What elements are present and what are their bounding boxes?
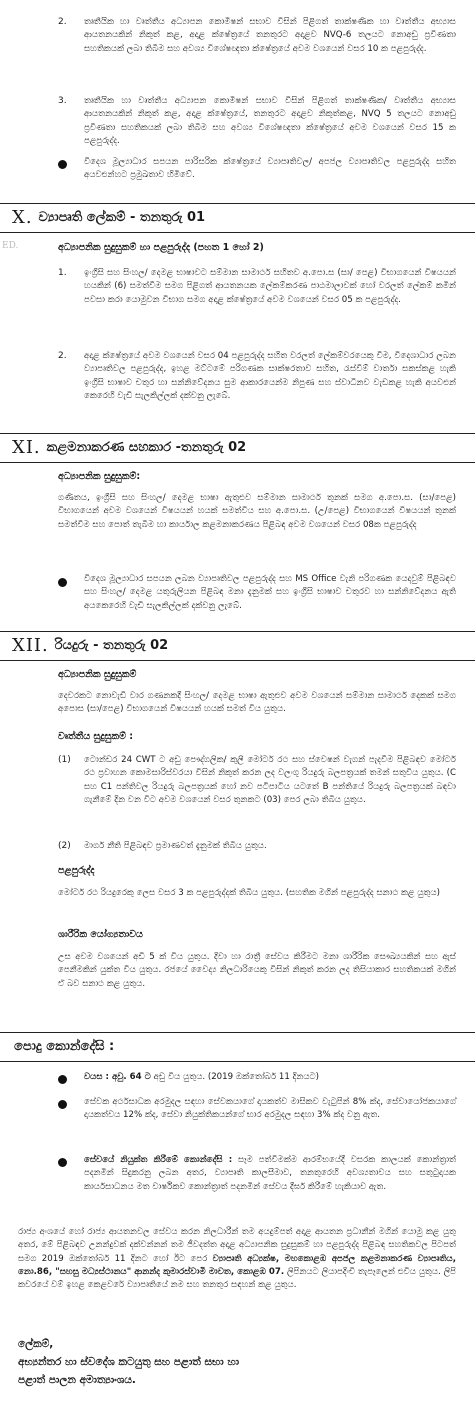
general-item [84,1154,456,1194]
item-text: මාර්ග නීති පිළිබඳව ප්‍රමාණවත් දැනුමක් තිබිය යුතුය. [84,841,267,851]
section-paragraph: ගණිතය, ඉංග්‍රීසි සහ සිංහල/ දෙමළ භාෂා ඇතුළුව සම්මාන සාමාර්ථ තුනක් සමග අ.පො.ස. (සා/පෙළ) විභාගයෙන් අවම වශයෙන් විෂයයන් හයක් සමත්විය සහ අ.පො.ස. (උ/පෙළ) විභාගයෙන් විෂයයන් තුනක් සමත්වීම සහ පොත් තැබීම හා කාර්යාල කළමනාකරණය පිළිබඳ අවම වශයෙන් වසර 08ක පළපුරුද්ද [58,493,456,530]
item-text: තෘතීයික හා වෘත්තීය අධ්‍යාපන කොමිෂන් සභාව විසින් පිළිගත් තාක්ෂණික/ වෘත්තීය අභ්‍යාස ආයතනයකින් නිකුත් කළ, අදාළ ක්ෂේත්‍රයේ, තනතුරට අදාළව නිකුත්කළ, NVQ 5 තලයට නොඅඩු ප්‍රවීණතා සහතිකයක් ලබා තිබීම සහ අවශ්‍ය විශේෂඥතා ක්ෂේත්‍රයේ අවම වශයෙන් වසර 15 ක පළපුරුද්ද. [84,96,456,146]
signature-title: ලේකම්, [18,1338,54,1350]
item-number: 2. [58,17,67,27]
general-conditions-header: පොදු කොන්දේසි : [0,1032,475,1062]
general-item-text: අඩු විය යුතුය. (2019 ඔක්තෝබර් 11 දිනයට) [150,1072,320,1082]
item-number: (2) [58,841,71,851]
closing-paragraph [18,1226,456,1293]
section-title: ව්‍යාපෘති ලේකම් - තනතුරු 01 [38,209,206,225]
closing-address: ව්‍යාපෘති අධ්‍යක්ෂ, මහකොළඹ අපජල කළමනාකරණ ව්‍යාපෘතිය, නො.86, "සහසු මධ්‍යස්ථානය" ආනන්ද කුමාරස්වාමි මාවත, කොළඹ 07. [18,1253,456,1277]
item-text: තෘතීයික හා වෘත්තීය අධ්‍යාපන කොමිෂන් සභාව විසින් පිළිගත් තාක්ෂණික හා වෘත්තීය අභ්‍යාස ආයතනයකින් නිකුත් කළ, අදාළ ක්ෂේත්‍රයේ තනතුරට අදාළව NVQ-6 තලයට නොඅඩු ප්‍රවීණතා සහතිකයක් ලබා තිබීම සහ අවශ්‍ය විශේෂඥතා ක්ෂේත්‍රයේ අවම වශයෙන් වසර 10 ක පළපුරුද්ද. [84,17,456,54]
section-header-xi [0,433,475,463]
item-text: විදෙශ මූල්‍යාධාර සපයන ලබන ව්‍යාපෘතිවල පළපුරුද්ද සහ MS Office වැනි පරිගණක යෙදවුම් පිළිබඳව සහ සිංහල/ දෙමළ යතුරුලියන පිළිබඳ මනා දැනුමක් සහ ඉංග්‍රීසි භාෂාව චතුරව හා සන්නිවේදනය ඇති අයකෙරෙහි වැඩි සැලකිල්ලක් දක්වනු ලැබේ. [84,574,456,611]
bullet-icon [58,1158,67,1167]
section-title: රියදුරු - තනතුරු 02 [54,637,169,653]
item-number: (1) [58,755,71,765]
item-number: 2. [58,351,67,361]
section-paragraph: දෙවරකට නොවැඩි වාර ගණනකදී සිංහල/ දෙමළ භාෂා ඇතුළුව අවම වශයෙන් සම්මාන සාමාර්ථ දෙකක් සමග අපොස (සා/පෙළ) විභාගයෙන් විෂයයන් හයක් සමත් විය යුතුය. [58,691,456,715]
item-text: ඉංග්‍රීසි සහ සිංහල/ දෙමළ භාෂාවට සම්මාන සාමාර්ථ සහිතව අ.පො.ස (සා/ පෙළ) විභාගයෙන් විෂයයන් හයකින් (6) සමත්වීම සමග පිළිගත් ආයතනයක ලේකම්කරණ පාඨමාලාවක් හෝ වරලත් ලේකම් කමින් පවසා කරා යොමුවන විභාග සමග අදාළ ක්ෂේත්‍රයේ අවම වශයෙන් වසර 05 ක පළපුරුද්ද. [84,268,456,305]
section-subheading: ශාරීරික යෝග්‍යතාවය [58,929,143,940]
section-header-xii [0,631,475,661]
section-title: කළමනාකරණ සහකාර -තනතුරු 02 [46,439,247,455]
section-subheading: අධ්‍යාපනික සුදුසුකම්: [58,471,141,482]
item-number: 3. [58,96,67,106]
closing-text: රාජ්‍ය අංශයේ හෝ රාජ්‍ය ආයතනවල සේවය කරන නිලධාරීන් තම අයදුම්පත් අදාළ ආයතන ප්‍රධානීන් මගින් යොමු කළ යුතු අතර, මේ පිළිබඳව උනන්දුවක් දක්වන්නන් තම ජීවදත්ත අදාළ අධ්‍යාපනික සුදුසුකම් හා පළපුරුද්ද පිළිබඳ සහතිකවල පිටපත් සමග 2019 ඔක්තෝබර් 11 දිනට හෝ ඊට පෙර [18,1227,456,1264]
section-subheading: අධ්‍යාපනික සුදුසුකම් [58,669,137,680]
general-item [84,1096,456,1123]
bullet-icon [58,1075,67,1084]
bullet-icon [58,160,67,169]
bullet-icon [58,1100,67,1109]
section-subheading: පළපුරුද්ද [58,865,95,876]
general-item-label: වයස : අවු. 64 ට [84,1072,151,1082]
watermark: ED. [2,241,19,251]
section-paragraph: මෝටර් රථ රියදුරෙකු ලෙස වසර 3 ක පළපුරුද්දක් තිබිය යුතුය. (සහතික මගින් පළපුරුද්ද සනාථ කළ යුතුය) [58,888,440,898]
section-header-x [0,203,475,233]
signature-ministry: පළාත් පාලන අමාත්‍යාංශය. [18,1374,136,1386]
item-text: ටොන්ඩර 24 CWT ට අඩු පෞද්ගලික/ කුලී මෝටර් රථ සහ ස්වෙෂන් වැගන් පැදවීම පිළිබඳව මෝටර් රථ ප්‍රවාහන කොමසාරිස්වරයා විසින් නිකුත් කරන ලද වලංගු රියදුරු බලපත්‍රයක් තමන් සතුවිය යුතුය. (C සහ C1 පන්තිවල රියදුරු බලපත්‍රයක් හෝ නව පටිපාටිය යටතේ B පන්තියේ රියදුරු බලපත්‍රයක් බඳවා ගැනීමේ දින වන විට අවම වශයෙන් වසර තුනකට (03) පෙර ලබා තිබිය යුතුය. [84,755,456,805]
section-subheading: වෘත්තීය සුදුසුකම් : [58,731,134,742]
section-paragraph: උස අවම වශයෙන් අඩි 5 ක් විය යුතුය. දිවා හා රාත්‍රී සේවය කිරීමට මනා ශාරීරික සෞඛ්‍යයකින් සහ ඇස් පෙනීමකින් යුක්ත විය යුතුය. රජයේ වෛද්‍ය නිලධාරියෙකු විසින් නිකුත් කරන ලද තිසියාකාර සහතිකයක් මගින් ඒ බව සනාථ කළ යුතුය. [58,952,456,989]
general-item-text: සෑම පත්වීමක්ම ආරම්භයේදී වසරක කාලයක් කොන්ත්‍රාත් පදනමින් සිදුකරනු ලබන අතර, ව්‍යාපෘති කාලසීමාව, තනතුරෙහි අවශ්‍යතාවය සහ සතුටුදායක කාර්යසාධනය මත වාර්ෂිකව කොන්ත්‍රාත් පදනමින් සේවය දීර්ඝ කිරීමේ හැකියාව ඇත. [84,1155,456,1192]
section-number: X. [12,207,33,229]
item-text: අදාළ ක්ෂේත්‍රයේ අවම වශයෙන් වසර 04 පළපුරුද්ද සහිත වරලත් ලේකම්වරයෙකු වීම, විදෙශාධාර ලබන ව්‍යාපෘතිවල පළපුරුද්ද, ඉහළ මට්ටමේ පරිගණක සාක්ෂරතාව සහිත, රැස්වීම් වාර්තා සකස්කළ හැකි ඉංග්‍රීසි භාෂාව චතුර හා සන්නිවේදනය සුම ආකාරයෙන්ම නිපුණ සහ ස්වාධීනව වැඩකළ හැකි අයවළුන් කෙරෙහි වැඩි සැලකිල්ලක් දක්වනු ලැබේ. [84,351,456,401]
general-item-label: සේවයේ නියුක්ත කිරීමේ කොන්දේසි : [84,1155,233,1165]
bullet-icon [58,578,67,587]
section-subheading: අධ්‍යාපනික සුදුසුකම් හා පළපුරුද්ද (පහත 1 හෝ 2) [58,242,264,253]
general-item-text: සේවක අර්ථසාධක අරමුදල සඳහා සේවකයාගේ දායකත්ව මාසිකව වැටුපින් 8% ක්ද, සේවායෝජකයාගේ දායකත්වය 12% ක්ද, සේවා නියුක්තිකයන්ගේ භාර අරමුදල සඳහා 3% ක්ද වනු ඇත. [84,1097,456,1121]
section-number: XI. [12,437,41,459]
signature-ministry: අභ්‍යන්තර හා ස්වදේශ කටයුතු සහ පළාත් සභා හා [18,1356,240,1368]
section-number: XII. [12,635,49,657]
item-text: විදෙශ මූල්‍යාධාර සපයන පාරිසරික ක්ෂේත්‍රයේ ව්‍යාපෘතිවල/ අපජල ව්‍යාපෘතිවල පළපුරුද්ද සහිත අයවළුන්හට ප්‍රමුඛතාව හිමිවේ. [84,157,456,181]
general-item [84,1071,456,1084]
item-number: 1. [58,268,67,278]
closing-text: ලිපිනයට ලියාපදිංචි තැපෑලෙන් එවිය යුතුය. ලිපි කවරයේ වම් ඉහළ කෙළවරේ ව්‍යාපෘතියේ නම සහ තනතුර සඳහන් කළ යුතුය. [18,1266,456,1291]
